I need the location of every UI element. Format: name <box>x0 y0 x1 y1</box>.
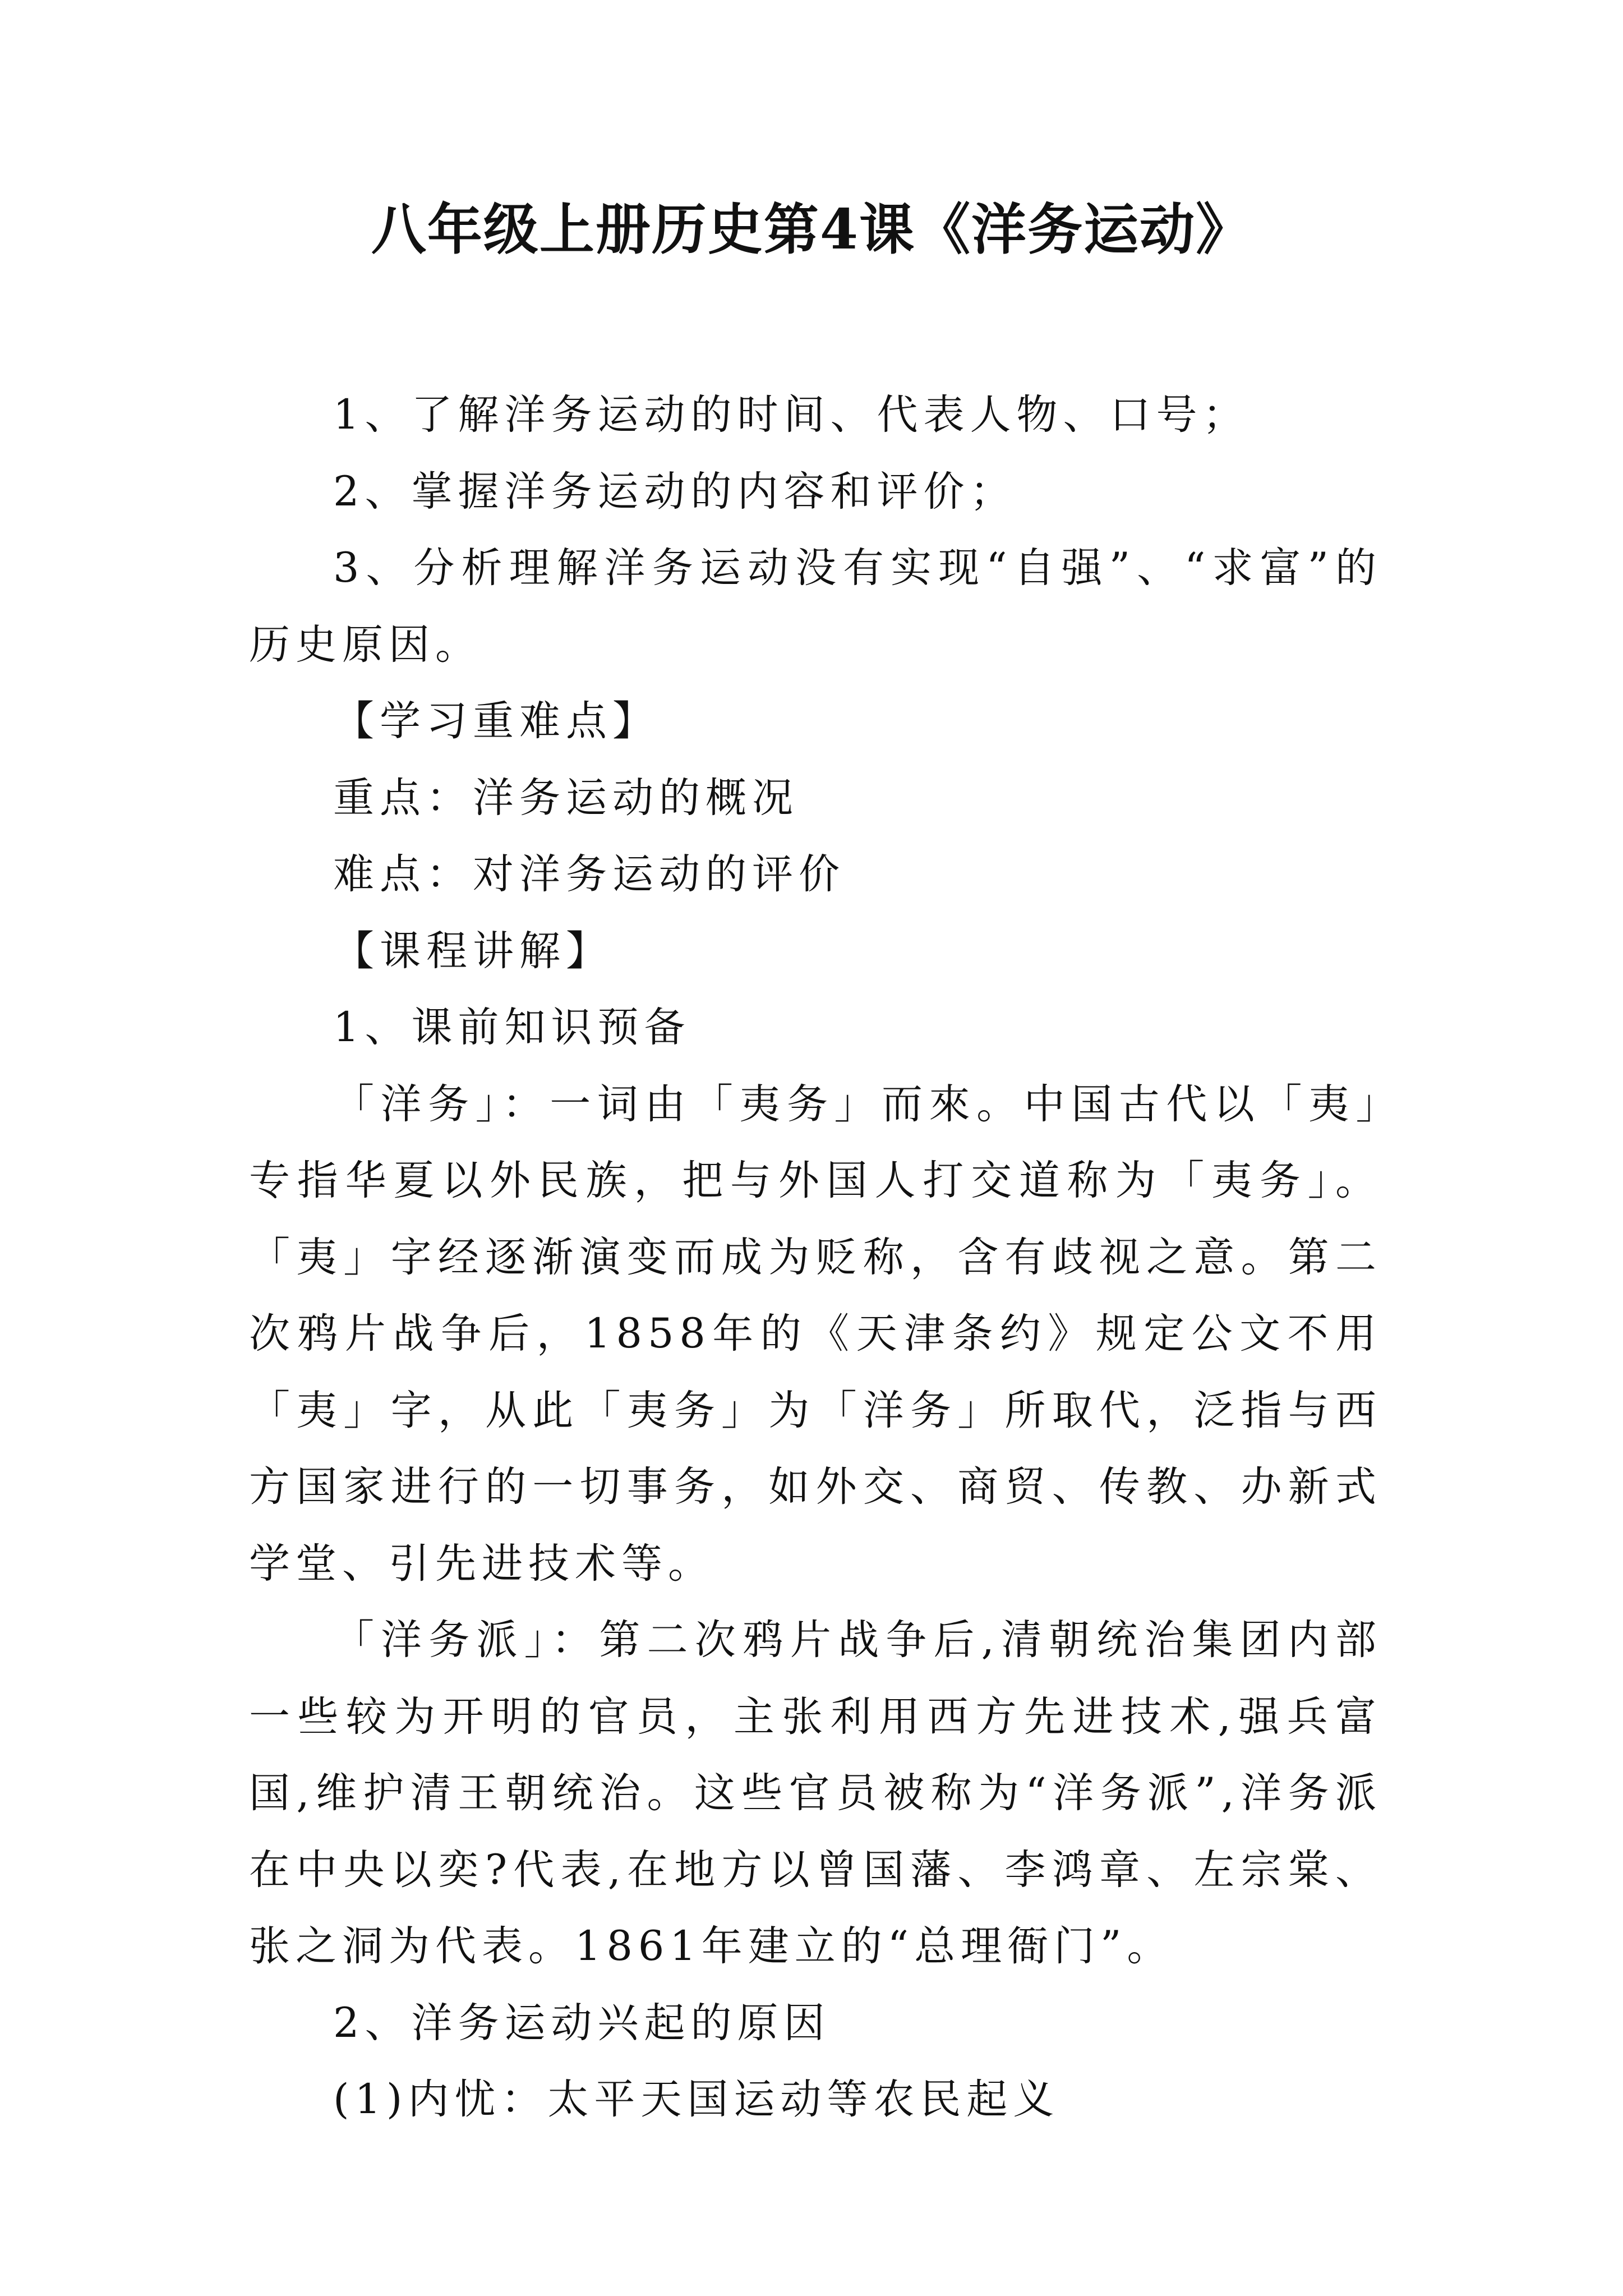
paragraph-yangwu-definition: 「洋务」：一词由「夷务」而來。中国古代以「夷」专指华夏以外民族，把与外国人打交道称为「夷务」。「夷」字经逐渐演变而成为贬称，含有歧视之意。第二次鸦片战争后，1858年的《天津条约》规定公文不用「夷」字，从此「夷务」为「洋务」所取代，泛指与西方国家进行的一切事务，如外交、商贸、传教、办新式学堂、引先进技术等。 <box>249 1080 1382 1588</box>
document-title: 八年级上册历史第4课《洋务运动》 <box>371 197 1252 262</box>
cause-item-1: (1)内忧：太平天国运动等农民起义 <box>333 2076 1060 2123</box>
key-point: 重点：洋务运动的概况 <box>333 774 799 822</box>
difficult-point: 难点：对洋务运动的评价 <box>333 850 845 898</box>
section-heading-key-points: 【学习重难点】 <box>333 697 659 745</box>
paragraph-yangwu-faction: 「洋务派」：第二次鸦片战争后,清朝统治集团内部一些较为开明的官员，主张利用西方先进技术,强兵富国,维护清王朝统治。这些官员被称为“洋务派”,洋务派在中央以奕?代表,在地方以曾国藩、李鸿章、左宗棠、张之洞为代表。1861年建立的“总理衙门”。 <box>249 1616 1382 1970</box>
document-body <box>249 377 1382 2138</box>
section-heading-lecture: 【课程讲解】 <box>333 927 612 975</box>
subheading-prior-knowledge: 1、课前知识预备 <box>333 1004 691 1051</box>
objective-3: 3、分析理解洋务运动没有实现“自强”、“求富”的历史原因。 <box>249 544 1382 669</box>
objective-1: 1、了解洋务运动的时间、代表人物、口号； <box>333 391 1249 439</box>
objective-2: 2、掌握洋务运动的内容和评价； <box>333 467 1017 516</box>
subheading-causes: 2、洋务运动兴起的原因 <box>333 1999 831 2047</box>
